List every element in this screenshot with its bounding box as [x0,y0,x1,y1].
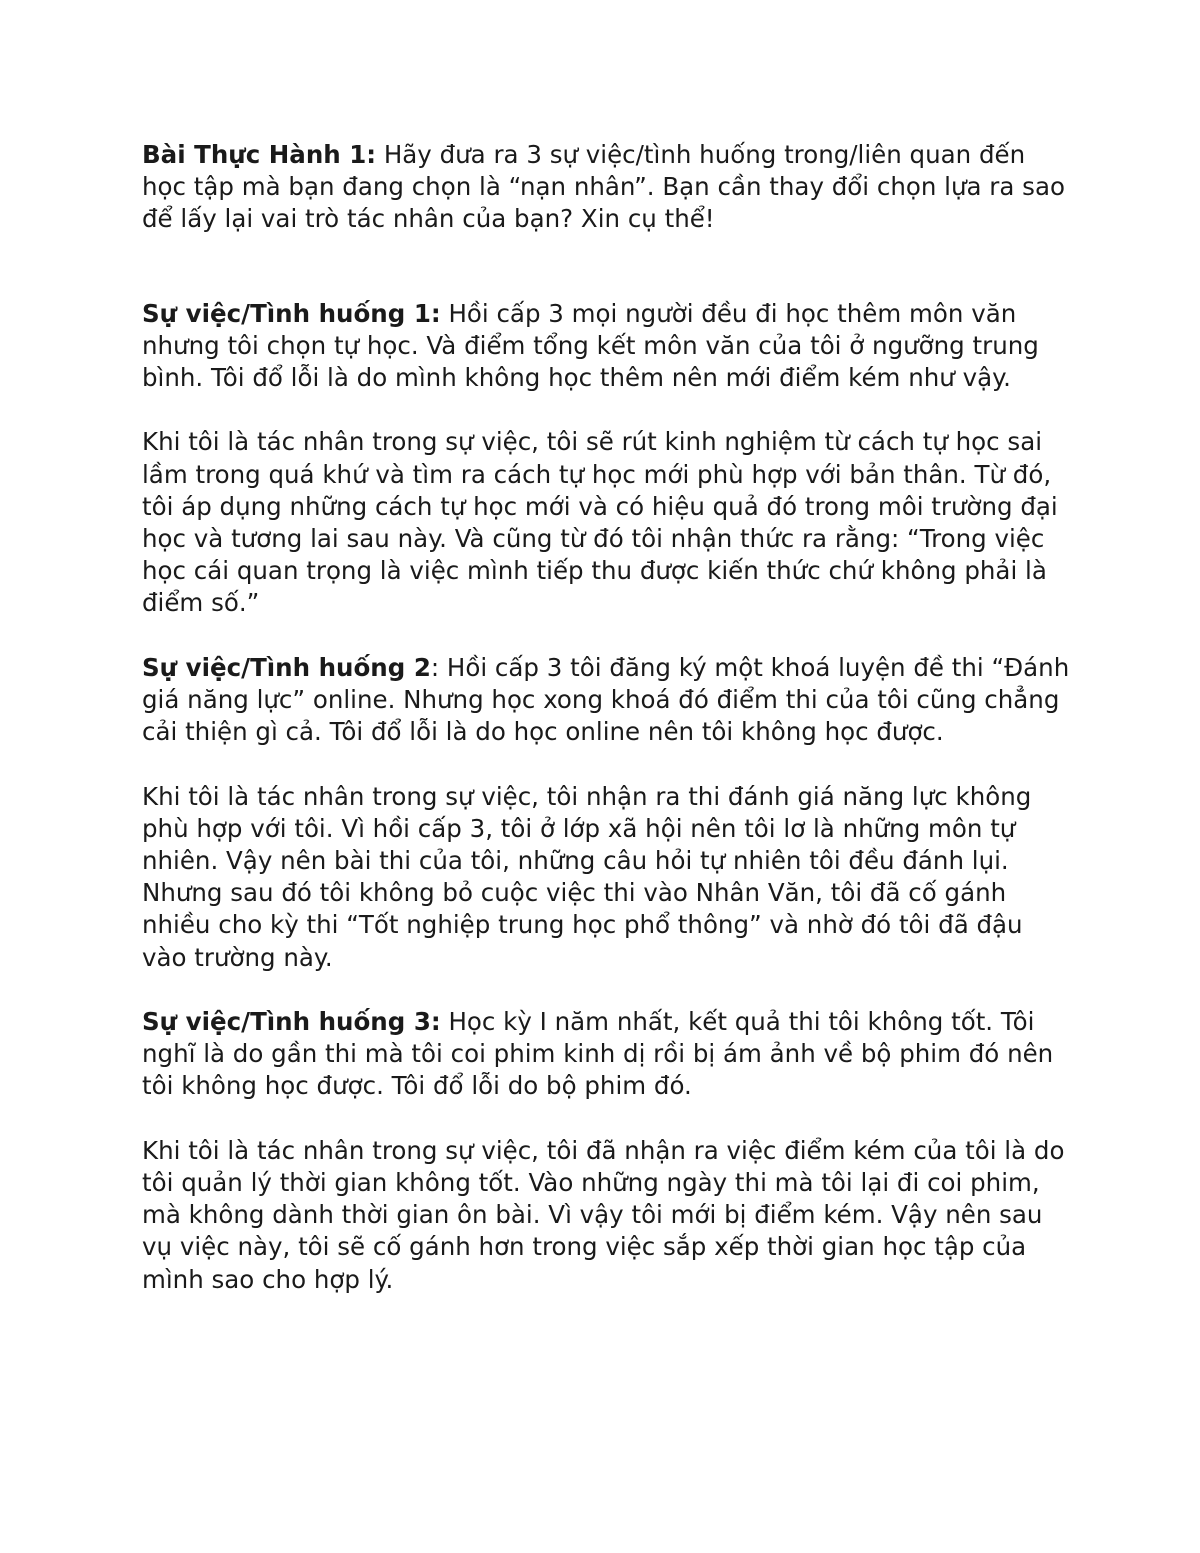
situation-3-paragraph [142,1006,1072,1103]
situation-1-text: Hồi cấp 3 mọi người đều đi học thêm môn văn nhưng tôi chọn tự học. Và điểm tổng kết môn văn của tôi ở ngưỡng trung bình. Tôi đổ lỗi là do mình không học thêm nên mới điểm kém như vậy. [142,298,1039,393]
situation-2-paragraph [142,652,1072,749]
exercise-paragraph [142,139,1072,236]
exercise-text: Hãy đưa ra 3 sự việc/tình huống trong/liên quan đến học tập mà bạn đang chọn là “nạn nhân”. Bạn cần thay đổi chọn lựa ra sao để lấy lại vai trò tác nhân của bạn? Xin cụ thể! [142,140,1065,234]
situation-3-label: Sự việc/Tình huống 3: [142,1007,441,1037]
situation-2-label: Sự việc/Tình huống 2 [142,652,431,682]
situation-2-punct: : [430,652,440,682]
situation-1-label: Sự việc/Tình huống 1: [142,298,441,328]
situation-3-response: Khi tôi là tác nhân trong sự việc, tôi đã nhận ra việc điểm kém của tôi là do tôi quản lý thời gian không tốt. Vào những ngày thi mà tôi lại đi coi phim, mà không dành thời gian ôn bài. Vì vậy tôi mới bị điểm kém. Vậy nên sau vụ việc này, tôi sẽ cố gánh hơn trong việc sắp xếp thời gian học tập của mình sao cho hợp lý. [142,1135,1065,1294]
situation-2-text: Hồi cấp 3 tôi đăng ký một khoá luyện đề thi “Đánh giá năng lực” online. Nhưng học xong khoá đó điểm thi của tôi cũng chẳng cải thiện gì cả. Tôi đổ lỗi là do học online nên tôi không học được. [142,652,1070,747]
document-body [142,139,1072,1328]
exercise-label: Bài Thực Hành 1: [142,140,377,169]
situation-1-response: Khi tôi là tác nhân trong sự việc, tôi sẽ rút kinh nghiệm từ cách tự học sai lầm trong quá khứ và tìm ra cách tự học mới phù hợp với bản thân. Từ đó, tôi áp dụng những cách tự học mới và có hiệu quả đó trong môi trường đại học và tương lai sau này. Và cũng từ đó tôi nhận thức ra rằng: “Trong việc học cái quan trọng là việc mình tiếp thu được kiến thức chứ không phải là điểm số.” [142,427,1058,618]
situation-1-paragraph [142,298,1072,395]
situation-3-text: Học kỳ I năm nhất, kết quả thi tôi không tốt. Tôi nghĩ là do gần thi mà tôi coi phim kinh dị rồi bị ám ảnh về bộ phim đó nên tôi không học được. Tôi đổ lỗi do bộ phim đó. [142,1007,1054,1101]
situation-2-response: Khi tôi là tác nhân trong sự việc, tôi nhận ra thi đánh giá năng lực không phù hợp với tôi. Vì hồi cấp 3, tôi ở lớp xã hội nên tôi lơ là những môn tự nhiên. Vậy nên bài thi của tôi, những câu hỏi tự nhiên tôi đều đánh lụi. Nhưng sau đó tôi không bỏ cuộc việc thi vào Nhân Văn, tôi đã cố gánh nhiều cho kỳ thi “Tốt nghiệp trung học phổ thông” và nhờ đó tôi đã đậu vào trường này. [142,781,1032,972]
